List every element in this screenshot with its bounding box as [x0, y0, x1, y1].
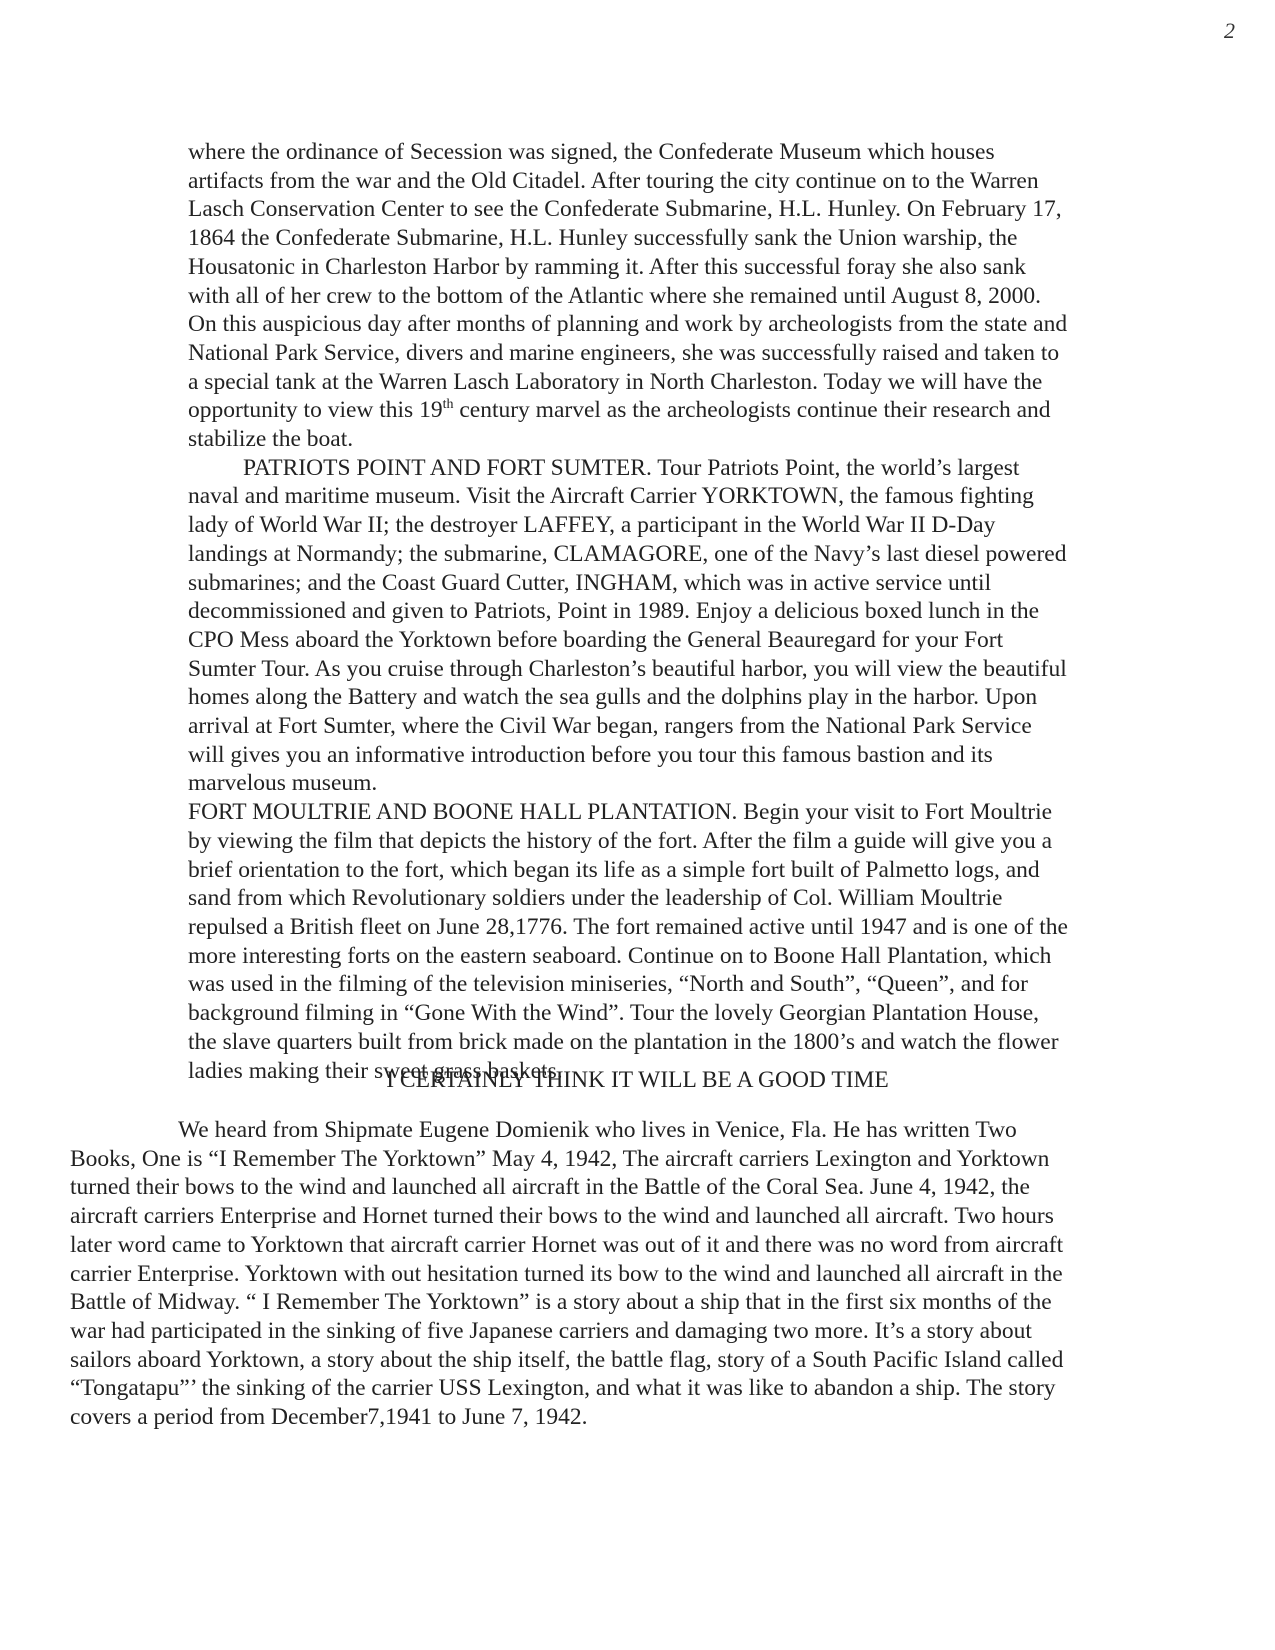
hunley-text-end: century marvel as the archeologists continue their research and stabilize the boat. [188, 397, 1051, 453]
hunley-paragraph [188, 138, 1068, 454]
closing-line: I CERTAINLY THINK IT WILL BE A GOOD TIME [386, 1067, 889, 1093]
shipmate-note-section [70, 1116, 1080, 1432]
fort-moultrie-paragraph: FORT MOULTRIE AND BOONE HALL PLANTATION. Begin your visit to Fort Moultrie by viewing the film that depicts the history of the fort. After the film a guide will give you a brief orientation to the fort, which began its life as a simple fort built of Palmetto logs, and sand from which Revolutionary soldiers under the leadership of Col. William Moultrie repulsed a British fleet on June 28,1776. The fort remained active until 1947 and is one of the more interesting forts on the eastern seaboard. Continue on to Boone Hall Plantation, which was used in the filming of the television miniseries, “North and South”, “Queen”, and for background filming in “Gone With the Wind”. Tour the lovely Georgian Plantation House, the slave quarters built from brick made on the plantation in the 1800’s and watch the flower ladies making their sweet grass baskets. [188, 799, 1068, 1084]
ordinal-suffix: th [442, 397, 454, 413]
itinerary-section [188, 138, 1068, 1085]
hunley-text: where the ordinance of Secession was signed, the Confederate Museum which houses artifacts from the war and the Old Citadel. After touring the city continue on to the Warren Lasch Conservation Center to see the Confederate Submarine, H.L. Hunley. On February 17, 1864 the Confederate Submarine, H.L. Hunley successfully sank the Union warship, the Housatonic in Charleston Harbor by ramming it. After this successful foray she also sank with all of her crew to the bottom of the Atlantic where she remained until August 8, 2000. On this auspicious day after months of planning and work by archeologists from the state and National Park Service, divers and marine engineers, she was successfully raised and taken to a special tank at the Warren Lasch Laboratory in North Charleston. Today we will have the opportunity to view this 19 [188, 139, 1068, 424]
page-number: 2 [1224, 18, 1235, 43]
shipmate-paragraph: We heard from Shipmate Eugene Domienik who lives in Venice, Fla. He has written Two Books, One is “I Remember The Yorktown” May 4, 1942, The aircraft carriers Lexington and Yorktown turned their bows to the wind and launched all aircraft in the Battle of the Coral Sea. June 4, 1942, the aircraft carriers Enterprise and Hornet turned their bows to the wind and launched all aircraft. Two hours later word came to Yorktown that aircraft carrier Hornet was out of it and there was no word from aircraft carrier Enterprise. Yorktown with out hesitation turned its bow to the wind and launched all aircraft in the Battle of Midway. “ I Remember The Yorktown” is a story about a ship that in the first six months of the war had participated in the sinking of five Japanese carriers and damaging two more. It’s a story about sailors aboard Yorktown, a story about the ship itself, the battle flag, story of a South Pacific Island called “Tongatapu”’ the sinking of the carrier USS Lexington, and what it was like to abandon a ship. The story covers a period from December7,1941 to June 7, 1942. [70, 1117, 1064, 1431]
patriots-point-paragraph: PATRIOTS POINT AND FORT SUMTER. Tour Patriots Point, the world’s largest naval and maritime museum. Visit the Aircraft Carrier YORKTOWN, the famous fighting lady of World War II; the destroyer LAFFEY, a participant in the World War II D-Day landings at Normandy; the submarine, CLAMAGORE, one of the Navy’s last diesel powered submarines; and the Coast Guard Cutter, INGHAM, which was in active service until decommissioned and given to Patriots, Point in 1989. Enjoy a delicious boxed lunch in the CPO Mess aboard the Yorktown before boarding the General Beauregard for your Fort Sumter Tour. As you cruise through Charleston’s beautiful harbor, you will view the beautiful homes along the Battery and watch the sea gulls and the dolphins play in the harbor. Upon arrival at Fort Sumter, where the Civil War began, rangers from the National Park Service will gives you an informative introduction before you tour this famous bastion and its marvelous museum. [188, 454, 1067, 797]
